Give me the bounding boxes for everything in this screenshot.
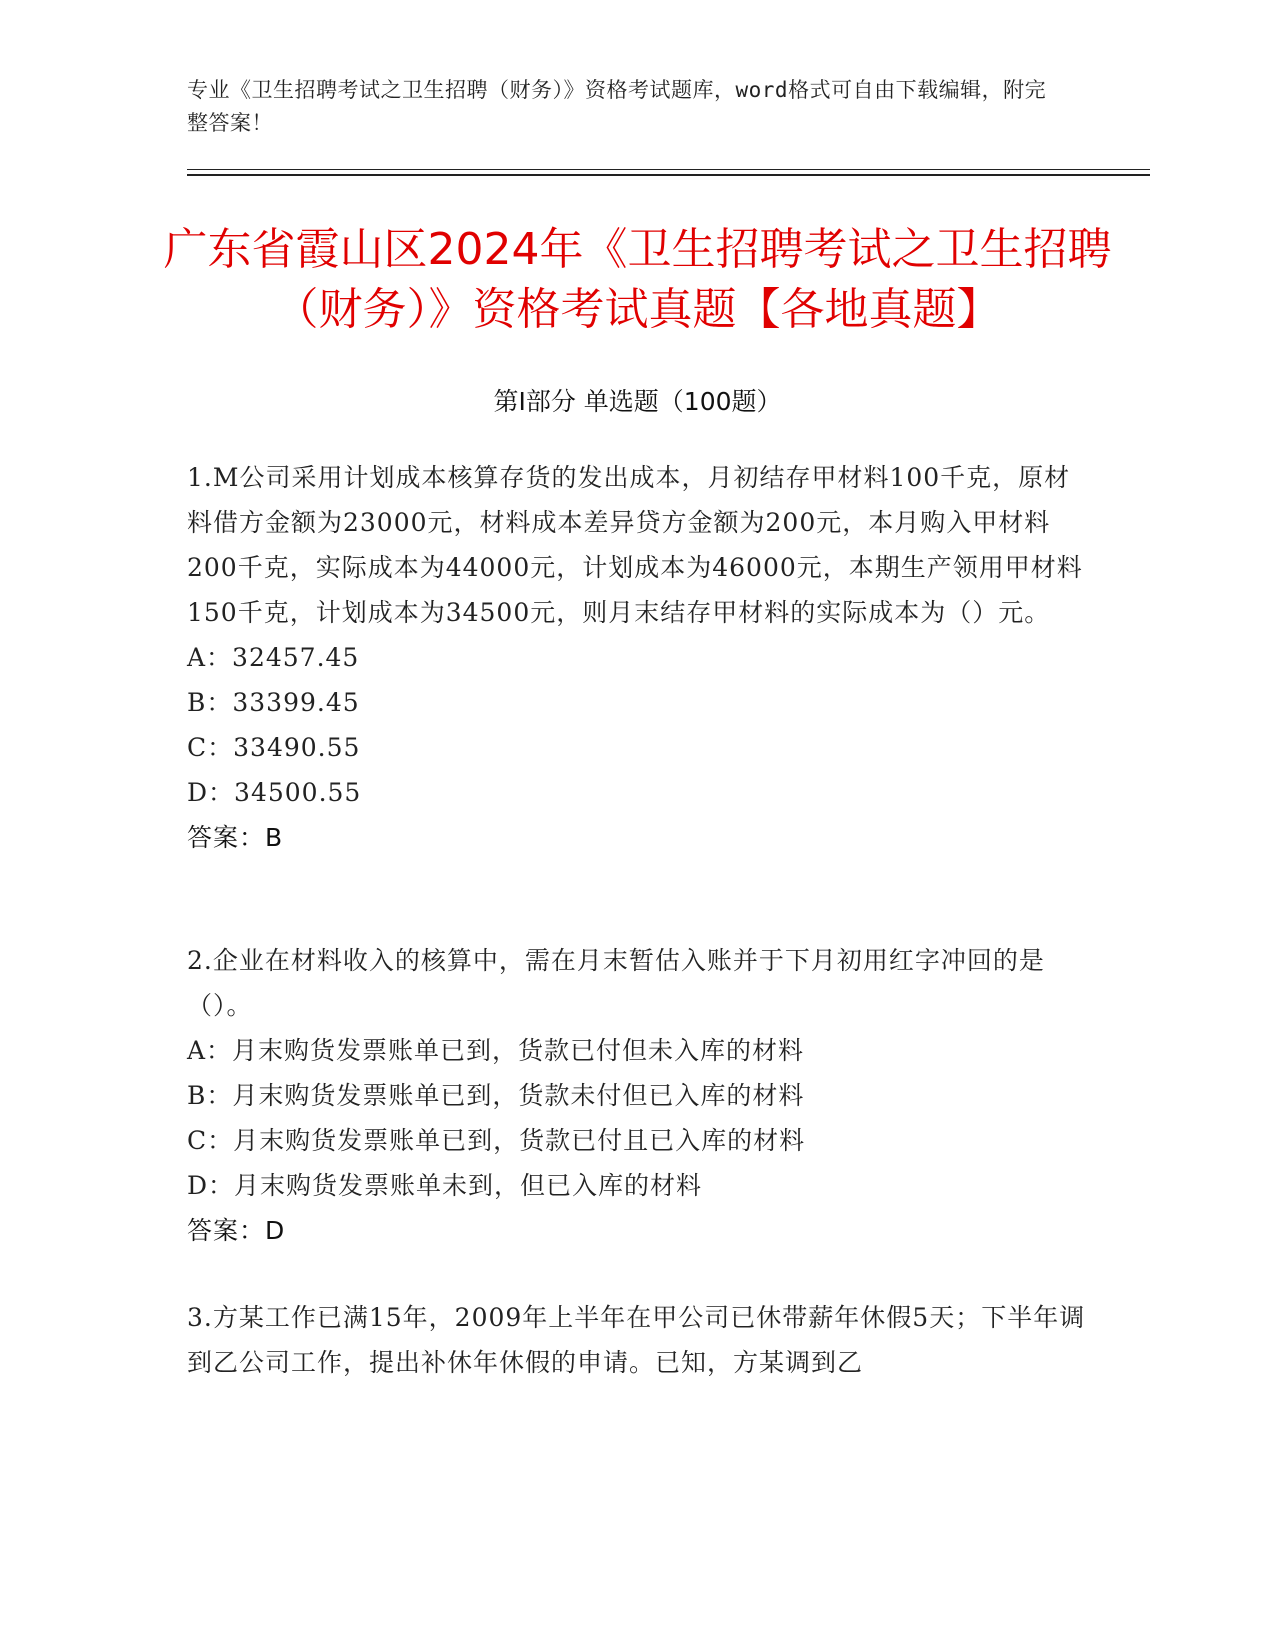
header-note: 专业《卫生招聘考试之卫生招聘（财务）》资格考试题库，word格式可自由下载编辑，附完整答案！	[187, 78, 1047, 135]
question-1	[187, 455, 1092, 860]
option-b: B：33399.45	[187, 688, 360, 717]
question-stem: 3.方某工作已满15年，2009年上半年在甲公司已休带薪年休假5天；下半年调到乙公司工作，提出补休年休假的申请。已知，方某调到乙	[187, 1303, 1086, 1377]
option-d: D：月末购货发票账单未到，但已入库的材料	[187, 1171, 703, 1200]
option-a: A：月末购货发票账单已到，货款已付但未入库的材料	[187, 1036, 805, 1065]
page-title: 广东省霞山区2024年《卫生招聘考试之卫生招聘（财务）》资格考试真题【各地真题】	[163, 224, 1112, 335]
header-rule-thin	[187, 169, 1150, 170]
section-heading: 第Ⅰ部分 单选题（100题）	[493, 387, 782, 416]
answer: 答案：B	[187, 823, 284, 852]
option-a: A：32457.45	[187, 643, 360, 672]
option-c: C：月末购货发票账单已到，货款已付且已入库的材料	[187, 1126, 806, 1155]
question-3	[187, 1295, 1092, 1385]
option-c: C：33490.55	[187, 733, 361, 762]
option-b: B：月末购货发票账单已到，货款未付但已入库的材料	[187, 1081, 805, 1110]
option-d: D：34500.55	[187, 778, 362, 807]
question-stem: 1.M公司采用计划成本核算存货的发出成本，月初结存甲材料100千克，原材料借方金额为23000元，材料成本差异贷方金额为200元，本月购入甲材料200千克，实际成本为44000元，计划成本为46000元，本期生产领用甲材料150千克，计划成本为34500元，则月末结存甲材料的实际成本为（）元。	[187, 463, 1083, 627]
header-rule-thick	[187, 174, 1150, 176]
answer: 答案：D	[187, 1216, 286, 1245]
question-stem: 2.企业在材料收入的核算中，需在月末暂估入账并于下月初用红字冲回的是（）。	[187, 946, 1045, 1020]
question-2	[187, 938, 1092, 1253]
